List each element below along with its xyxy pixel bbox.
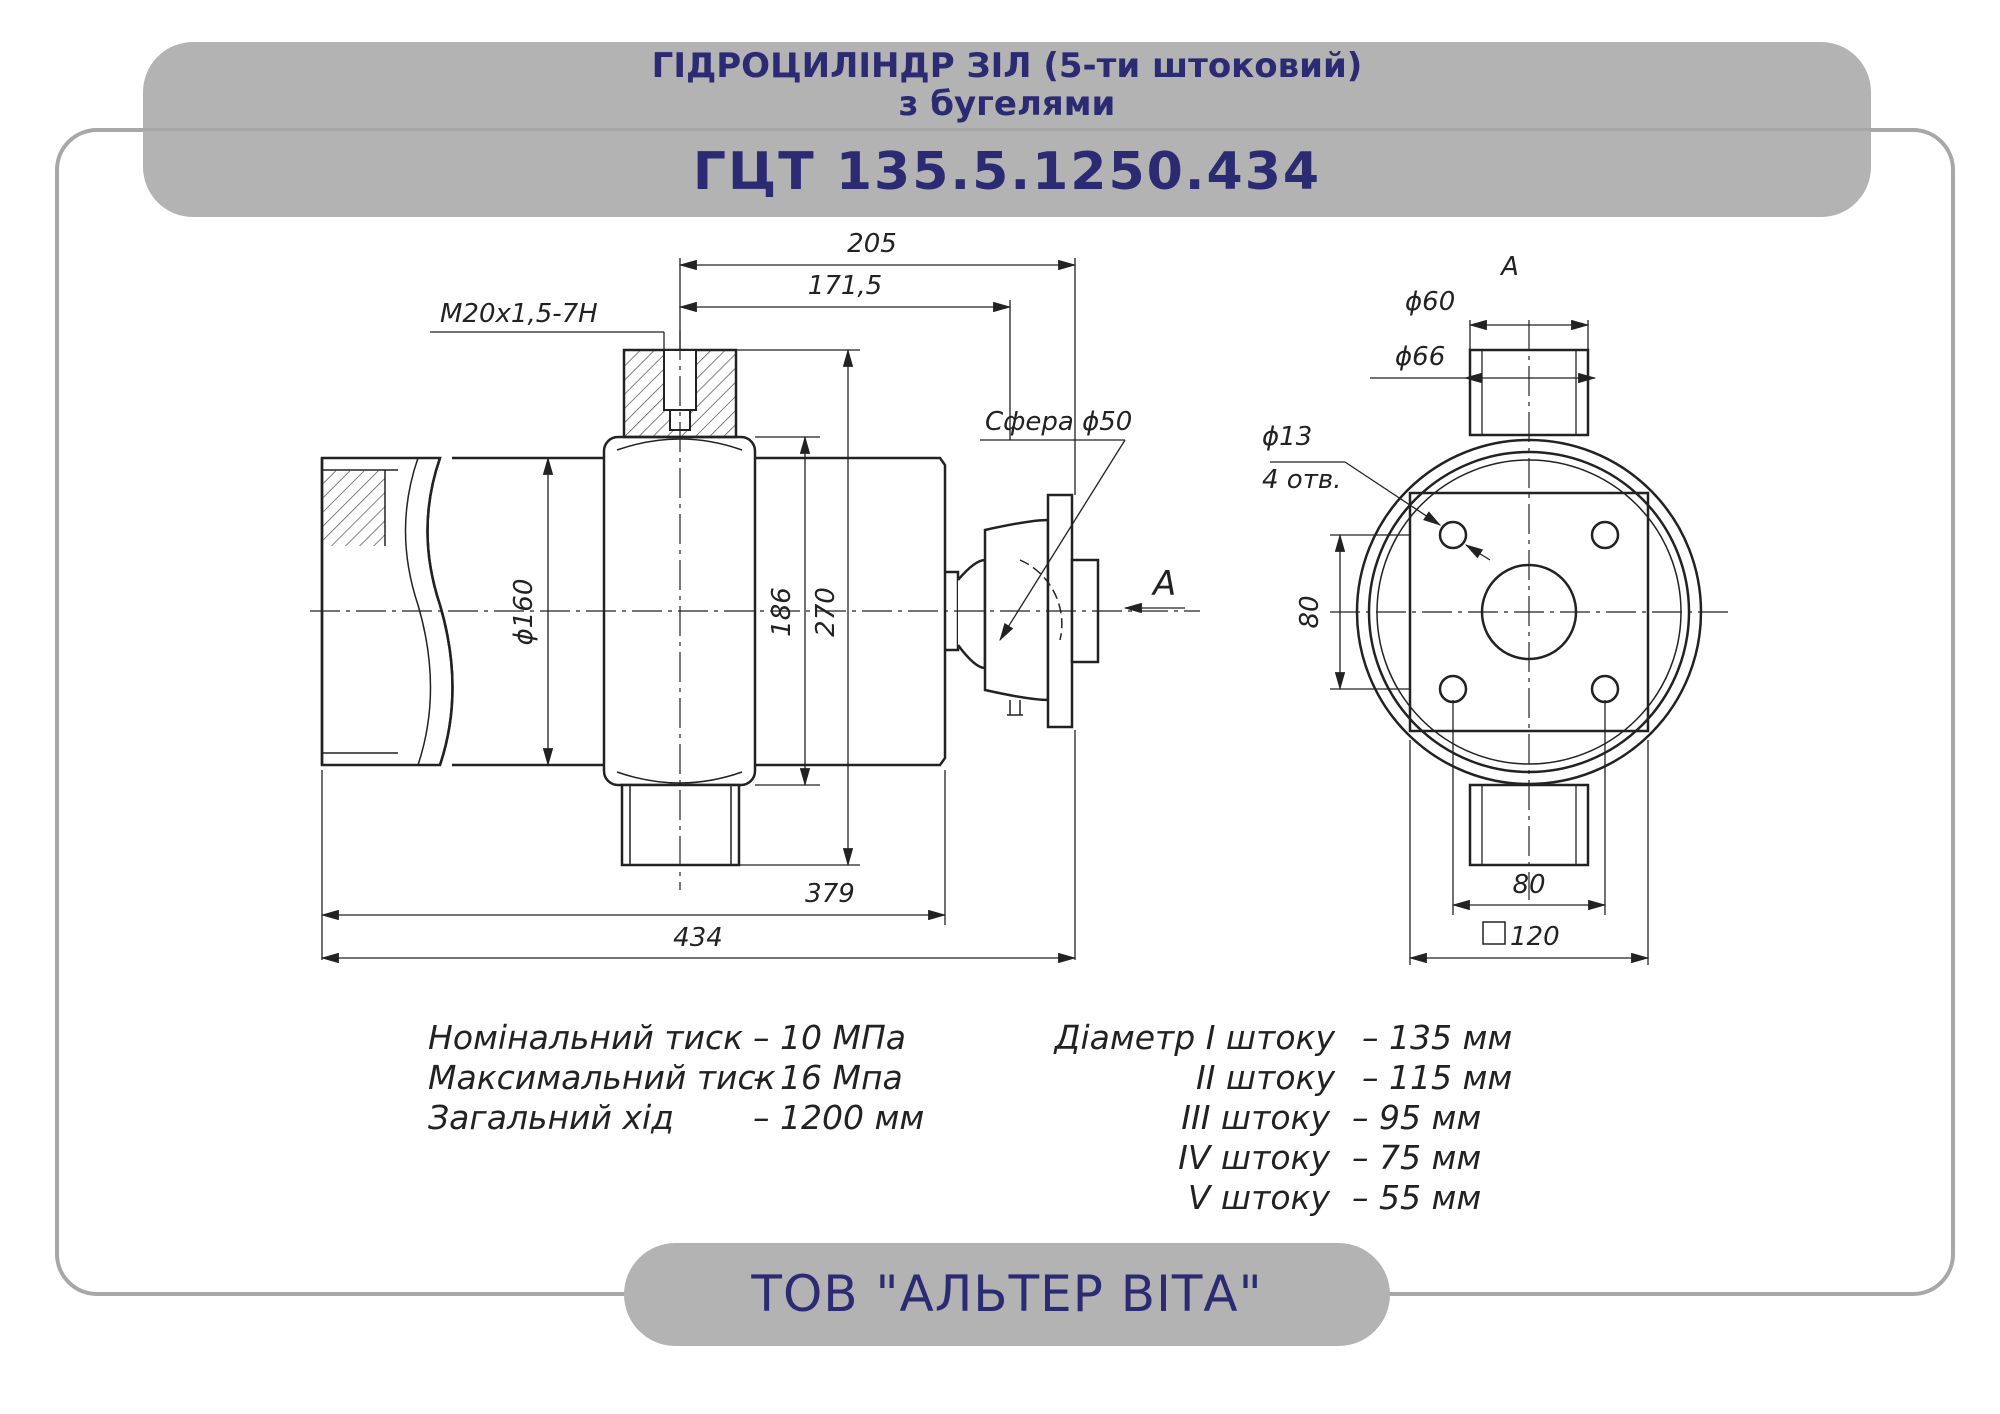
spec-rod-5-value: – 55 мм (1352, 1178, 1482, 1217)
dia-66-label: ϕ66 (1395, 342, 1446, 372)
view-arrow-label: A (1153, 564, 1177, 604)
spec-nominal-pressure-label: Номінальний тиск (428, 1018, 744, 1057)
view-a-label: A (1501, 252, 1519, 282)
spec-rod-2-value: – 115 мм (1362, 1058, 1513, 1097)
dim-171-5-label: 171,5 (807, 271, 883, 301)
dim-186-label: 186 (767, 587, 797, 637)
dim-379-label: 379 (805, 879, 855, 909)
spec-rod-1-label: Діаметр I штоку (1054, 1018, 1335, 1057)
dim-205-label: 205 (847, 229, 897, 259)
thread-label: M20x1,5-7H (440, 299, 598, 329)
dia-13-label: ϕ13 (1262, 422, 1313, 452)
dia-60-label: ϕ60 (1405, 287, 1456, 317)
dim-120-label: 120 (1510, 922, 1560, 952)
dim-434-label: 434 (673, 923, 723, 953)
spec-rod-4-label: IV штоку (1178, 1138, 1330, 1177)
spec-total-stroke-label: Загальний хід (428, 1098, 674, 1137)
spec-rod-2-label: II штоку (1195, 1058, 1335, 1097)
sphere-label: Сфера ϕ50 (985, 407, 1133, 437)
holes-label: 4 отв. (1262, 465, 1342, 495)
spec-nominal-pressure-value: – 10 МПа (753, 1018, 906, 1057)
spec-rod-1-value: – 135 мм (1362, 1018, 1513, 1057)
dim-80-horizontal-label: 80 (1512, 870, 1546, 900)
model-code: ГЦТ 135.5.1250.434 (692, 142, 1322, 202)
company-banner: ТОВ "АЛЬТЕР ВІТА" (624, 1243, 1390, 1346)
spec-max-pressure-value: – 16 Мпа (753, 1058, 903, 1097)
spec-total-stroke-value: – 1200 мм (753, 1098, 925, 1137)
dia-160-label: ϕ160 (509, 578, 539, 646)
end-view (1330, 320, 1730, 900)
spec-rod-3-value: – 95 мм (1352, 1098, 1482, 1137)
spec-rod-5-label: V штоку (1187, 1178, 1330, 1217)
title-line-2: з бугелями (898, 84, 1116, 124)
dim-80-vertical-label: 80 (1295, 595, 1325, 629)
spec-rod-4-value: – 75 мм (1352, 1138, 1482, 1177)
dim-270-label: 270 (811, 587, 841, 637)
spec-max-pressure-label: Максимальний тиск (428, 1058, 776, 1097)
spec-rod-3-label: III штоку (1181, 1098, 1330, 1137)
title-line-1: ГІДРОЦИЛІНДР ЗІЛ (5-ти штоковий) (651, 46, 1363, 86)
